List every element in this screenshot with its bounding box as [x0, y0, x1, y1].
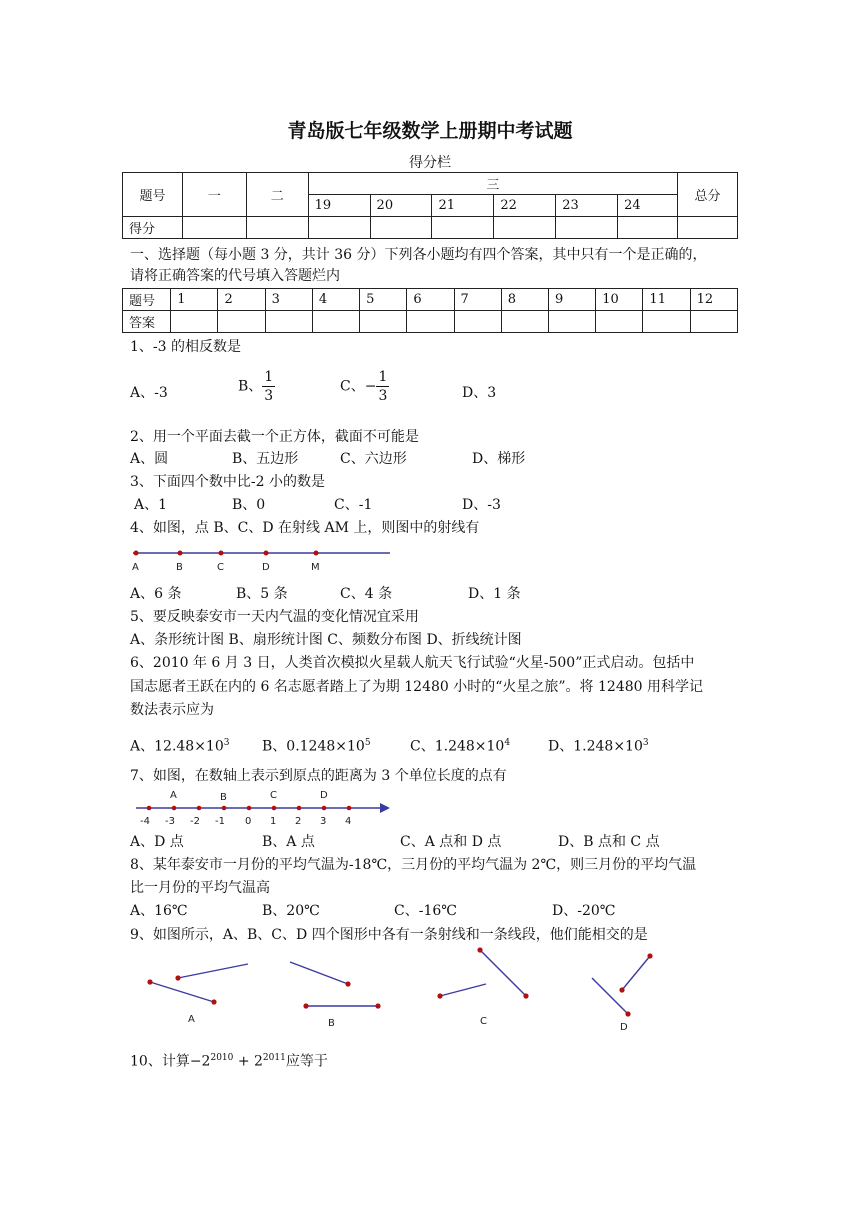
score-cell[interactable]	[246, 217, 308, 239]
q1-option-c	[340, 368, 389, 405]
q8-stem-line1: 8、某年泰安市一月份的平均气温为-18℃，三月份的平均气温为 2℃，则三月份的平均气温	[130, 857, 697, 873]
q7-tick-label: 0	[245, 816, 252, 827]
score-cell[interactable]	[182, 217, 246, 239]
q4-stem: 4、如图，点 B、C、D 在射线 AM 上，则图中的射线有	[130, 520, 480, 536]
q7-point-b: B	[220, 792, 227, 803]
q9-figures	[130, 944, 690, 1036]
q2-option-d: D、梯形	[472, 451, 526, 467]
q6-b-exp: 5	[364, 738, 371, 748]
score-cell[interactable]	[618, 217, 678, 239]
fraction	[376, 368, 389, 405]
q9-label-d: D	[620, 1022, 628, 1033]
q5-stem: 5、要反映泰安市一天内气温的变化情况宜采用	[130, 609, 419, 625]
q1-option-a: A、-3	[130, 385, 168, 401]
q7-point-a: A	[170, 790, 177, 801]
q10-prefix: 10、计算	[130, 1053, 190, 1070]
answer-col: 1	[171, 289, 218, 311]
answer-col: 5	[360, 289, 407, 311]
answer-cell[interactable]	[407, 311, 454, 333]
score-header-tihao: 题号	[123, 173, 183, 217]
score-subcol: 21	[432, 195, 494, 217]
q7-option-a: A、D 点	[130, 834, 184, 850]
q2-option-a: A、圆	[130, 451, 169, 467]
q6-option-a	[130, 733, 229, 757]
section1-instructions-line1: 一、选择题（每小题 3 分，共计 36 分）下列各小题均有四个答案，其中只有一个是正确的，	[130, 247, 707, 263]
figure-c-point	[437, 993, 442, 998]
answer-cell[interactable]	[454, 311, 501, 333]
answer-cell[interactable]	[643, 311, 690, 333]
answer-cell[interactable]	[690, 311, 737, 333]
q6-a-label: A、	[130, 738, 155, 755]
q1-c-denominator: 3	[378, 388, 388, 404]
q4-option-a: A、6 条	[130, 586, 182, 602]
answer-col: 3	[265, 289, 312, 311]
q7-tick-label: -2	[190, 816, 200, 827]
q1-stem: 1、-3 的相反数是	[130, 339, 241, 355]
answer-col: 4	[312, 289, 359, 311]
q4-option-b: B、5 条	[236, 586, 288, 602]
q7-tick-label: -3	[165, 816, 175, 827]
q10-term2: + 2	[233, 1053, 263, 1070]
answer-cell[interactable]	[548, 311, 595, 333]
q7-option-c: C、A 点和 D 点	[400, 834, 502, 850]
figure-c-point	[523, 993, 528, 998]
figure-b-ray	[290, 962, 348, 984]
q3-stem: 3、下面四个数中比-2 小的数是	[130, 474, 325, 490]
score-cell[interactable]	[678, 217, 738, 239]
q7-tick-label: 3	[320, 816, 327, 827]
q6-option-c	[410, 733, 510, 757]
answer-col: 10	[596, 289, 643, 311]
q9-label-c: C	[480, 1016, 487, 1027]
score-table-caption: 得分栏	[409, 155, 451, 171]
q4-label-c: C	[217, 562, 224, 573]
figure-d-point	[647, 953, 652, 958]
q4-label-m: M	[311, 562, 320, 573]
q6-d-coef: 1.248×10	[573, 738, 643, 755]
q7-tick-label: -4	[140, 816, 150, 827]
q4-label-a: A	[132, 562, 139, 573]
score-header-er: 二	[246, 173, 308, 217]
point-a	[134, 551, 139, 556]
answer-col: 6	[407, 289, 454, 311]
q6-a-coef: 12.48×10	[154, 738, 224, 755]
answer-col: 7	[454, 289, 501, 311]
point-c	[219, 551, 224, 556]
answer-header-tihao: 题号	[123, 289, 171, 311]
score-cell[interactable]	[308, 217, 370, 239]
q2-option-c: C、六边形	[340, 451, 407, 467]
point-m	[314, 551, 319, 556]
q1-option-c-label: C、	[340, 378, 365, 395]
figure-b-point	[303, 1003, 308, 1008]
score-row-defen: 得分	[123, 217, 183, 239]
q7-tick-label: 2	[295, 816, 302, 827]
q6-option-d	[548, 733, 649, 757]
score-subcol: 19	[308, 195, 370, 217]
q8-option-a: A、16℃	[130, 903, 188, 919]
answer-cell[interactable]	[596, 311, 643, 333]
q6-c-exp: 4	[504, 738, 511, 748]
q1-b-denominator: 3	[264, 388, 274, 404]
figure-d-ray	[592, 978, 628, 1014]
q1-option-b-label: B、	[238, 378, 263, 395]
q1-option-b	[238, 368, 275, 405]
q5-options: A、条形统计图 B、扇形统计图 C、频数分布图 D、折线统计图	[130, 632, 522, 648]
answer-col: 2	[218, 289, 265, 311]
answer-cell[interactable]	[218, 311, 265, 333]
q4-option-d: D、1 条	[468, 586, 521, 602]
figure-a-ray	[150, 982, 214, 1002]
score-cell[interactable]	[370, 217, 432, 239]
score-cell[interactable]	[494, 217, 556, 239]
figure-a-point	[175, 975, 180, 980]
q8-option-c: C、-16℃	[394, 903, 457, 919]
q7-tick-label: -1	[215, 816, 225, 827]
q1-b-numerator: 1	[264, 369, 274, 385]
q7-point-d: D	[320, 790, 328, 801]
q9-label-b: B	[328, 1018, 335, 1029]
q10-term1: −2	[189, 1053, 211, 1070]
q7-tick-label: 4	[345, 816, 352, 827]
q7-point-c: C	[270, 790, 277, 801]
axis-arrow	[380, 803, 390, 813]
q7-number-line	[132, 786, 394, 830]
answer-row-label: 答案	[123, 311, 171, 333]
q3-option-a: A、1	[134, 497, 168, 513]
q6-d-label: D、	[548, 738, 574, 755]
q8-option-b: B、20℃	[262, 903, 320, 919]
answer-cell[interactable]	[360, 311, 407, 333]
q8-stem-line2: 比一月份的平均气温高	[130, 880, 270, 896]
score-header-yi: 一	[182, 173, 246, 217]
section1-instructions-line2: 请将正确答案的代号填入答题烂内	[130, 268, 340, 284]
score-cell[interactable]	[556, 217, 618, 239]
q7-option-d: D、B 点和 C 点	[558, 834, 660, 850]
q10-stem	[130, 1048, 328, 1072]
q9-label-a: A	[188, 1014, 195, 1025]
score-subcol: 23	[556, 195, 618, 217]
q7-tick-label: 1	[270, 816, 277, 827]
q1-option-d: D、3	[462, 385, 497, 401]
q6-a-exp: 3	[223, 738, 230, 748]
figure-c-ray	[480, 950, 526, 996]
q6-b-coef: 0.1248×10	[286, 738, 365, 755]
q7-stem: 7、如图，在数轴上表示到原点的距离为 3 个单位长度的点有	[130, 768, 507, 784]
q10-exp2: 2011	[262, 1053, 286, 1063]
q2-stem: 2、用一个平面去截一个正方体，截面不可能是	[130, 429, 419, 445]
q10-exp1: 2010	[210, 1053, 234, 1063]
answer-col: 8	[501, 289, 548, 311]
score-table	[122, 172, 738, 239]
q4-ray-figure	[128, 545, 398, 575]
figure-b-point	[345, 981, 350, 986]
q1-c-sign: −	[364, 378, 377, 395]
q4-label-b: B	[176, 562, 183, 573]
tick-point	[247, 806, 252, 811]
q6-stem-line3: 数法表示应为	[130, 702, 214, 718]
score-cell[interactable]	[432, 217, 494, 239]
score-subcol: 22	[494, 195, 556, 217]
q4-option-c: C、4 条	[340, 586, 393, 602]
q3-option-d: D、-3	[462, 497, 501, 513]
answer-cell[interactable]	[265, 311, 312, 333]
tick-point	[147, 806, 152, 811]
q6-c-coef: 1.248×10	[434, 738, 505, 755]
tick-point	[197, 806, 202, 811]
answer-col: 9	[548, 289, 595, 311]
q6-c-label: C、	[410, 738, 435, 755]
point-d	[264, 551, 269, 556]
answer-col: 11	[643, 289, 690, 311]
tick-point	[172, 806, 177, 811]
tick-point	[222, 806, 227, 811]
figure-c-point	[477, 947, 482, 952]
figure-b-point	[375, 1003, 380, 1008]
figure-a-point	[147, 979, 152, 984]
answer-cell[interactable]	[171, 311, 218, 333]
fraction	[262, 368, 275, 405]
figure-d-point	[625, 1011, 630, 1016]
q9-stem: 9、如图所示，A、B、C、D 四个图形中各有一条射线和一条线段，他们能相交的是	[130, 927, 648, 943]
tick-point	[322, 806, 327, 811]
q6-b-label: B、	[262, 738, 287, 755]
figure-a-point	[211, 999, 216, 1004]
q6-stem-line1: 6、2010 年 6 月 3 日，人类首次模拟火星载人航天飞行试验“火星-500”正式启动。包括中	[130, 655, 695, 671]
figure-c-segment	[440, 984, 486, 996]
q3-option-c: C、-1	[334, 497, 373, 513]
point-b	[178, 551, 183, 556]
q6-d-exp: 3	[642, 738, 649, 748]
score-header-zongfen: 总分	[678, 173, 738, 217]
q3-option-b: B、0	[232, 497, 266, 513]
q2-option-b: B、五边形	[232, 451, 299, 467]
tick-point	[347, 806, 352, 811]
q8-option-d: D、-20℃	[552, 903, 616, 919]
figure-a-segment	[178, 964, 248, 978]
answer-cell[interactable]	[312, 311, 359, 333]
q7-option-b: B、A 点	[262, 834, 315, 850]
q4-label-d: D	[262, 562, 270, 573]
page-title: 青岛版七年级数学上册期中考试题	[287, 120, 573, 142]
answer-col: 12	[690, 289, 737, 311]
q6-option-b	[262, 733, 371, 757]
score-subcol: 20	[370, 195, 432, 217]
q6-stem-line2: 国志愿者王跃在内的 6 名志愿者踏上了为期 12480 小时的“火星之旅”。将 12480 用科学记	[130, 679, 703, 695]
q1-c-numerator: 1	[378, 369, 388, 385]
q10-suffix: 应等于	[285, 1053, 328, 1070]
figure-d-point	[619, 987, 624, 992]
answer-cell[interactable]	[501, 311, 548, 333]
score-header-san: 三	[308, 173, 677, 195]
answer-table	[122, 288, 738, 333]
score-subcol: 24	[618, 195, 678, 217]
figure-d-segment	[622, 956, 650, 990]
tick-point	[297, 806, 302, 811]
tick-point	[272, 806, 277, 811]
